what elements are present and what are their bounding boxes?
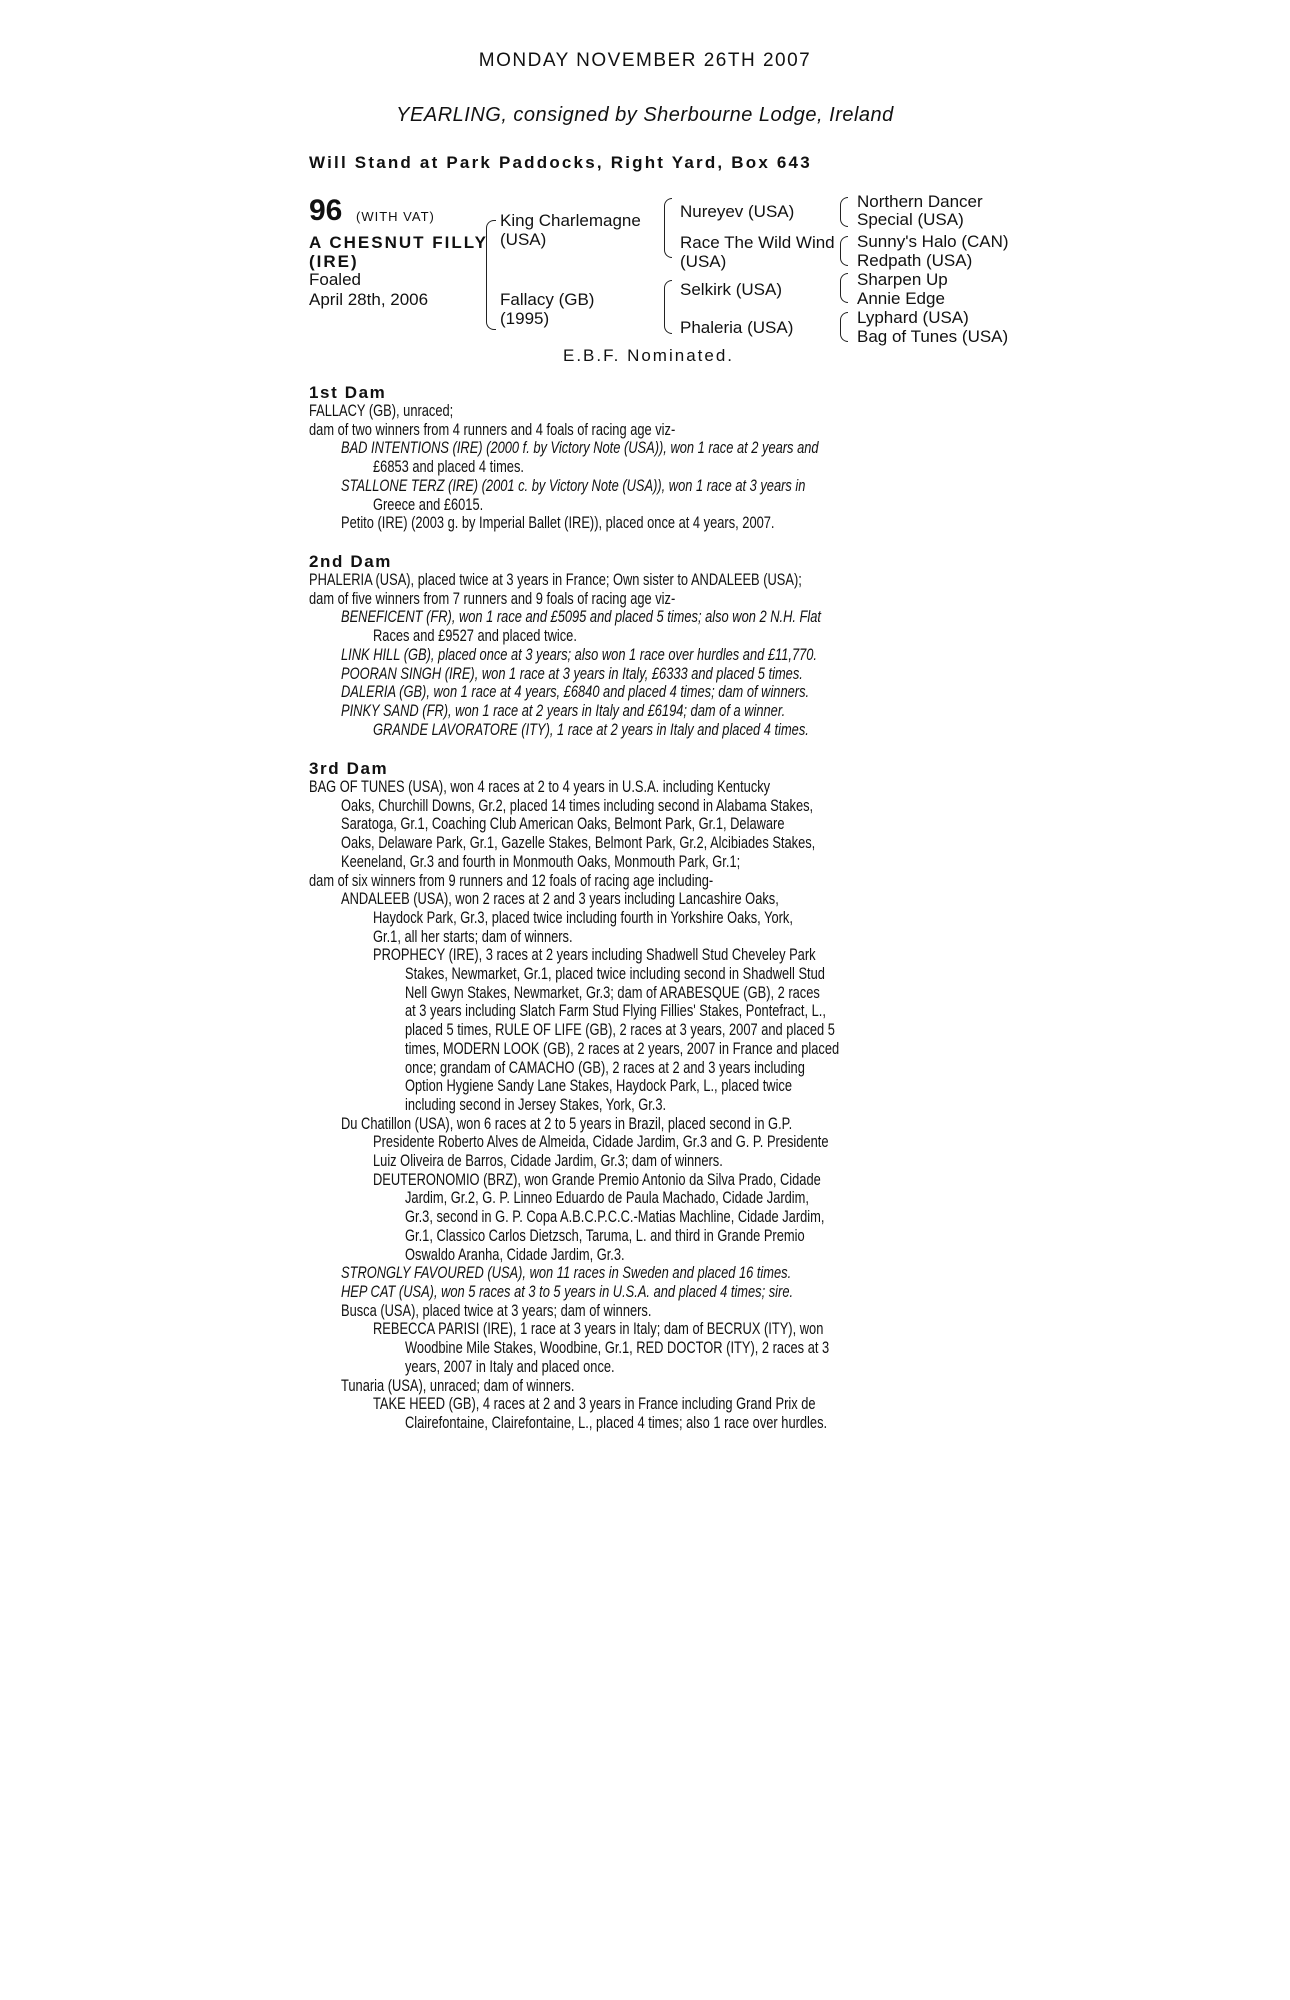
text-line: Oswaldo Aranha, Cidade Jardim, Gr.3.	[405, 1245, 625, 1264]
text-line: at 3 years including Slatch Farm Stud Flying Fillies' Stakes, Pontefract, L.,	[405, 1002, 826, 1021]
pedigree-brace-sire	[664, 198, 672, 258]
pedigree-brace-g3	[840, 273, 848, 303]
ebf-nomination: E.B.F. Nominated.	[563, 346, 735, 365]
pedigree-g5: Sharpen Up	[857, 270, 948, 289]
text-line: Oaks, Delaware Park, Gr.1, Gazelle Stakes, Belmont Park, Gr.2, Alcibiades Stakes,	[341, 834, 816, 853]
text-line: ANDALEEB (USA), won 2 races at 2 and 3 years including Lancashire Oaks,	[341, 890, 779, 909]
text-line: BAD INTENTIONS (IRE) (2000 f. by Victory Note (USA)), won 1 race at 2 years and	[341, 439, 819, 458]
lot-number: 96	[309, 194, 343, 227]
pedigree-g8: Bag of Tunes (USA)	[857, 327, 1009, 346]
text-line: Nell Gwyn Stakes, Newmarket, Gr.3; dam of ARABESQUE (GB), 2 races	[405, 983, 820, 1002]
text-line: Gr.1, all her starts; dam of winners.	[373, 927, 573, 946]
text-line: STALLONE TERZ (IRE) (2001 c. by Victory Note (USA)), won 1 race at 3 years in	[341, 476, 806, 495]
pedigree-sire: King Charlemagne	[500, 211, 641, 230]
text-line: PINKY SAND (FR), won 1 race at 2 years in Italy and £6194; dam of a winner.	[341, 701, 786, 720]
text-line: dam of five winners from 7 runners and 9 foals of racing age viz-	[309, 589, 676, 608]
lot-country: (IRE)	[309, 252, 359, 271]
text-line: POORAN SINGH (IRE), won 1 race at 3 years in Italy, £6333 and placed 5 times.	[341, 664, 803, 683]
text-line: Petito (IRE) (2003 g. by Imperial Ballet (IRE)), placed once at 4 years, 2007.	[341, 514, 775, 533]
text-line: Greece and £6015.	[373, 495, 484, 514]
text-line: including second in Jersey Stakes, York, Gr.3.	[405, 1095, 667, 1114]
pedigree-dam-year: (1995)	[500, 309, 550, 328]
first-dam-text	[309, 402, 1029, 533]
text-line: Presidente Roberto Alves de Almeida, Cidade Jardim, Gr.3 and G. P. Presidente	[373, 1133, 829, 1152]
text-line: BAG OF TUNES (USA), won 4 races at 2 to 4 years in U.S.A. including Kentucky	[309, 778, 771, 796]
text-line: TAKE HEED (GB), 4 races at 2 and 3 years in France including Grand Prix de	[373, 1395, 816, 1414]
pedigree-brace-main	[486, 220, 496, 330]
consignment-line: YEARLING, consigned by Sherbourne Lodge, Ireland	[396, 104, 894, 126]
text-line: dam of two winners from 4 runners and 4 foals of racing age viz-	[309, 420, 676, 439]
pedigree-brace-g2	[840, 236, 848, 266]
text-line: Oaks, Churchill Downs, Gr.2, placed 14 times including second in Alabama Stakes,	[341, 796, 814, 815]
text-line: Busca (USA), placed twice at 3 years; dam of winners.	[341, 1301, 652, 1320]
text-line: Option Hygiene Sandy Lane Stakes, Haydock Park, L., placed twice	[405, 1077, 793, 1096]
first-dam-heading: 1st Dam	[309, 383, 387, 402]
pedigree-brace-g4	[840, 312, 848, 342]
text-line: PROPHECY (IRE), 3 races at 2 years including Shadwell Stud Cheveley Park	[373, 946, 816, 965]
pedigree-sire-dam-country: (USA)	[680, 252, 727, 271]
pedigree-sire-sire: Nureyev (USA)	[680, 202, 795, 221]
pedigree-g4: Redpath (USA)	[857, 251, 973, 270]
pedigree-g2: Special (USA)	[857, 210, 964, 229]
pedigree-g3: Sunny's Halo (CAN)	[857, 232, 1009, 251]
second-dam-heading: 2nd Dam	[309, 552, 392, 571]
text-line: Gr.3, second in G. P. Copa A.B.C.P.C.C.-Matias Machline, Cidade Jardim,	[405, 1208, 825, 1227]
pedigree-sire-country: (USA)	[500, 230, 547, 249]
text-line: Clairefontaine, Clairefontaine, L., placed 4 times; also 1 race over hurdles.	[405, 1413, 828, 1432]
text-line: £6853 and placed 4 times.	[373, 458, 524, 477]
pedigree-sire-dam: Race The Wild Wind	[680, 233, 835, 252]
text-line: Woodbine Mile Stakes, Woodbine, Gr.1, RED DOCTOR (ITY), 2 races at 3	[405, 1339, 830, 1358]
foaled-label: Foaled	[309, 270, 361, 289]
text-line: once; grandam of CAMACHO (GB), 2 races at 2 and 3 years including	[405, 1058, 805, 1077]
text-line: BENEFICENT (FR), won 1 race and £5095 and placed 5 times; also won 2 N.H. Flat	[341, 608, 821, 627]
pedigree-dam-sire: Selkirk (USA)	[680, 280, 783, 299]
second-dam-text	[309, 571, 1029, 739]
text-line: dam of six winners from 9 runners and 12 foals of racing age including-	[309, 871, 714, 890]
text-line: times, MODERN LOOK (GB), 2 races at 2 years, 2007 in France and placed	[405, 1039, 840, 1058]
text-line: DALERIA (GB), won 1 race at 4 years, £6840 and placed 4 times; dam of winners.	[341, 683, 810, 702]
text-line: Saratoga, Gr.1, Coaching Club American Oaks, Belmont Park, Gr.1, Delaware	[341, 815, 785, 834]
text-line: PHALERIA (USA), placed twice at 3 years in France; Own sister to ANDALEEB (USA);	[309, 571, 802, 589]
text-line: Haydock Park, Gr.3, placed twice including fourth in Yorkshire Oaks, York,	[373, 908, 793, 927]
text-line: FALLACY (GB), unraced;	[309, 402, 454, 420]
pedigree-g6: Annie Edge	[857, 289, 945, 308]
text-line: years, 2007 in Italy and placed once.	[405, 1357, 615, 1376]
foaled-date: April 28th, 2006	[309, 290, 429, 309]
text-line: Keeneland, Gr.3 and fourth in Monmouth Oaks, Monmouth Park, Gr.1;	[341, 852, 741, 871]
text-line: Stakes, Newmarket, Gr.1, placed twice including second in Shadwell Stud	[405, 965, 825, 984]
text-line: Races and £9527 and placed twice.	[373, 627, 577, 646]
pedigree-brace-dam	[664, 280, 672, 334]
text-line: HEP CAT (USA), won 5 races at 3 to 5 years in U.S.A. and placed 4 times; sire.	[341, 1282, 794, 1301]
pedigree-dam-dam: Phaleria (USA)	[680, 318, 794, 337]
pedigree-g1: Northern Dancer	[857, 192, 983, 211]
text-line: Luiz Oliveira de Barros, Cidade Jardim, Gr.3; dam of winners.	[373, 1152, 723, 1171]
third-dam-text	[309, 778, 1029, 1433]
lot-description: A CHESNUT FILLY	[309, 233, 488, 252]
text-line: Tunaria (USA), unraced; dam of winners.	[341, 1376, 575, 1395]
text-line: GRANDE LAVORATORE (ITY), 1 race at 2 years in Italy and placed 4 times.	[373, 720, 809, 739]
third-dam-heading: 3rd Dam	[309, 759, 389, 778]
text-line: DEUTERONOMIO (BRZ), won Grande Premio Antonio da Silva Prado, Cidade	[373, 1170, 821, 1189]
text-line: REBECCA PARISI (IRE), 1 race at 3 years in Italy; dam of BECRUX (ITY), won	[373, 1320, 824, 1339]
pedigree-brace-g1	[840, 197, 848, 227]
pedigree-g7: Lyphard (USA)	[857, 308, 969, 327]
text-line: Gr.1, Classico Carlos Dietzsch, Taruma, L. and third in Grande Premio	[405, 1226, 805, 1245]
stand-location: Will Stand at Park Paddocks, Right Yard, Box 643	[309, 153, 812, 172]
text-line: LINK HILL (GB), placed once at 3 years; also won 1 race over hurdles and £11,770.	[341, 645, 817, 664]
text-line: Jardim, Gr.2, G. P. Linneo Eduardo de Paula Machado, Cidade Jardim,	[405, 1189, 809, 1208]
pedigree-dam: Fallacy (GB)	[500, 290, 595, 309]
sale-date: MONDAY NOVEMBER 26TH 2007	[478, 50, 812, 71]
vat-note: (WITH VAT)	[356, 209, 435, 224]
text-line: Du Chatillon (USA), won 6 races at 2 to 5 years in Brazil, placed second in G.P.	[341, 1114, 793, 1133]
text-line: STRONGLY FAVOURED (USA), won 11 races in Sweden and placed 16 times.	[341, 1264, 792, 1283]
text-line: placed 5 times, RULE OF LIFE (GB), 2 races at 3 years, 2007 and placed 5	[405, 1021, 835, 1040]
